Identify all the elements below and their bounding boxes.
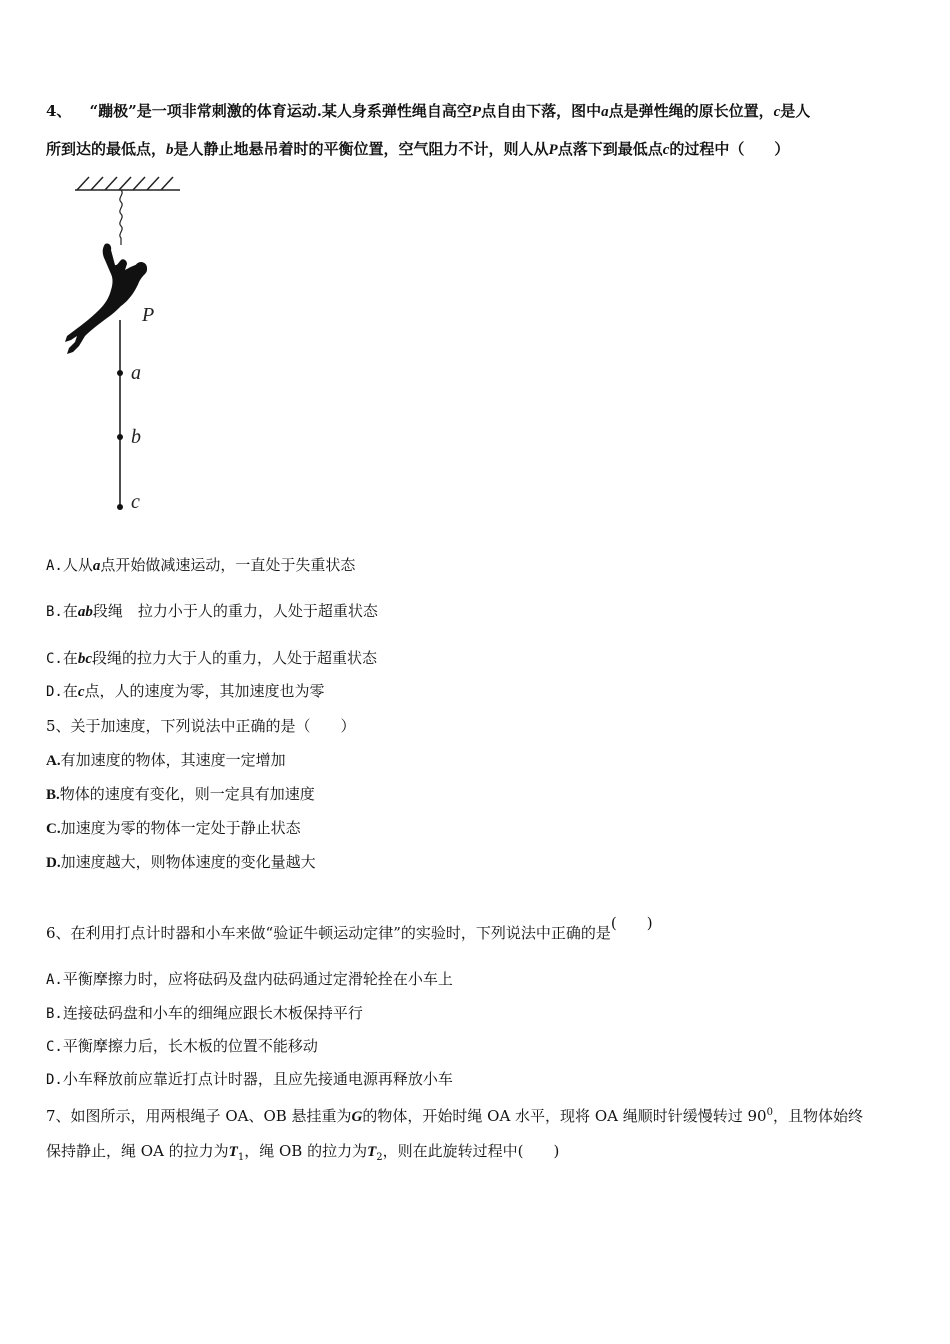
jumper-silhouette bbox=[65, 243, 147, 354]
q7-stem-line2: 保持静止，绳 OA 的拉力为$T_1$，绳 OB 的拉力为$T_2$，则在此旋转过程中( ) bbox=[46, 1142, 560, 1163]
label-b: b bbox=[131, 426, 141, 448]
label-P: P bbox=[142, 304, 155, 326]
q4-stem-line1: 4、 “蹦极”是一项非常刺激的体育运动.某人身系弹性绳自高空P点自由下落，图中a点是弹性绳的原长位置，c是人 bbox=[46, 102, 811, 120]
q5-option-d[interactable]: D.加速度越大，则物体速度的变化量越大 bbox=[46, 853, 316, 871]
label-a: a bbox=[131, 362, 141, 384]
q4-option-a[interactable]: A.人从a点开始做减速运动，一直处于失重状态 bbox=[46, 556, 356, 574]
q4-option-d[interactable]: D.在c点，人的速度为零，其加速度也为零 bbox=[46, 682, 325, 700]
elastic-rope-slack bbox=[120, 190, 122, 245]
q7-stem-line1: 7、如图所示，用两根绳子 OA、OB 悬挂重为G的物体，开始时绳 OA 水平，现将 OA 绳顺时针缓慢转过 $90^0$，且物体始终 bbox=[46, 1107, 863, 1125]
ceiling-hatch bbox=[75, 177, 180, 190]
q6-option-d[interactable]: D.小车释放前应靠近打点计时器，且应先接通电源再释放小车 bbox=[46, 1070, 453, 1088]
point-b-marker bbox=[117, 434, 123, 440]
bungee-figure bbox=[55, 170, 195, 515]
point-c-marker bbox=[117, 504, 123, 510]
q6-option-a[interactable]: A.平衡摩擦力时，应将砝码及盘内砝码通过定滑轮拴在小车上 bbox=[46, 970, 453, 988]
q5-option-c[interactable]: C.加速度为零的物体一定处于静止状态 bbox=[46, 819, 301, 837]
q4-option-b[interactable]: B.在ab段绳 拉力小于人的重力，人处于超重状态 bbox=[46, 602, 378, 620]
q5-option-b[interactable]: B.物体的速度有变化，则一定具有加速度 bbox=[46, 785, 315, 803]
q6-option-b[interactable]: B.连接砝码盘和小车的细绳应跟长木板保持平行 bbox=[46, 1004, 363, 1022]
label-c: c bbox=[131, 491, 140, 513]
q5-stem: 5、关于加速度，下列说法中正确的是（ ） bbox=[46, 717, 356, 735]
point-a-marker bbox=[117, 370, 123, 376]
q5-option-a[interactable]: A.有加速度的物体，其速度一定增加 bbox=[46, 751, 286, 769]
q4-stem-line2: 所到达的最低点，b是人静止地悬吊着时的平衡位置，空气阻力不计，则人从P点落下到最低点c的过程中（ ） bbox=[46, 140, 790, 158]
q6-option-c[interactable]: C.平衡摩擦力后，长木板的位置不能移动 bbox=[46, 1037, 318, 1055]
q4-option-c[interactable]: C.在bc段绳的拉力大于人的重力，人处于超重状态 bbox=[46, 649, 378, 667]
q6-stem: 6、在利用打点计时器和小车来做“验证牛顿运动定律”的实验时，下列说法中正确的是( ) bbox=[46, 914, 653, 942]
